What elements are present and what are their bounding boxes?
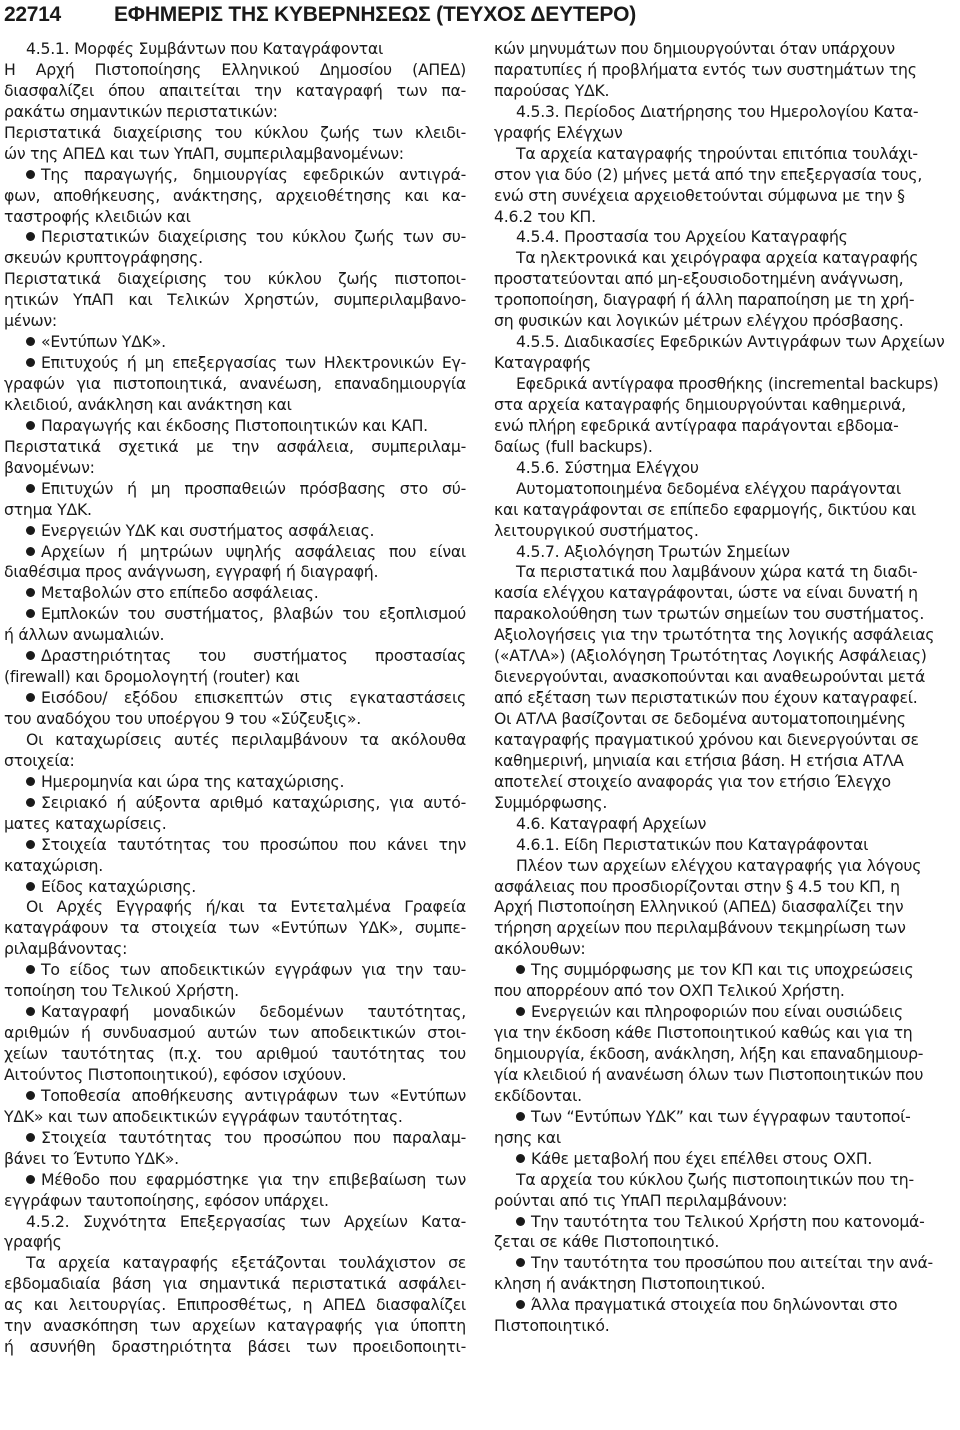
- line-text: που απορρέουν από τον ΟΧΠ Τελικού Χρήστη.: [494, 981, 845, 1001]
- bullet-icon: [26, 421, 35, 430]
- text-line: [494, 1295, 956, 1316]
- text-line: [4, 521, 466, 542]
- page-header: [4, 0, 956, 30]
- text-line: [4, 1002, 466, 1023]
- line-text: καταχώριση.: [4, 855, 103, 875]
- text-line: [4, 1086, 466, 1107]
- line-text: Εμπλοκών του συστήματος, βλαβών του εξοπλισμού: [41, 604, 466, 624]
- line-text: ζεται σε κάθε Πιστοποιητικό.: [494, 1232, 720, 1252]
- text-line: [4, 311, 466, 332]
- line-text: στημα ΥΔΚ.: [4, 499, 92, 519]
- left-column: [4, 39, 466, 1358]
- line-text: φων, αποθήκευσης, ανάκτησης, αρχειοθέτησης και κα-: [4, 185, 466, 205]
- text-line: [4, 1149, 466, 1170]
- text-line: [494, 1149, 956, 1170]
- text-line: [4, 416, 466, 437]
- line-text: 4.5.6. Σύστημα Ελέγχου: [516, 457, 699, 477]
- line-text: ΥΔΚ» και των αποδεικτικών εγγράφων ταυτότητας.: [4, 1106, 403, 1126]
- text-line: [4, 248, 466, 269]
- text-line: [4, 604, 466, 625]
- line-text: βανομένων:: [4, 457, 95, 477]
- line-text: και καταγράφονται σε επίπεδο εφαρμογής, δικτύου και: [494, 499, 916, 519]
- bullet-icon: [26, 588, 35, 597]
- line-text: από εξέταση των περιστατικών που έχουν καταγραφεί.: [494, 688, 918, 708]
- text-line: [494, 562, 956, 583]
- bullet-icon: [26, 337, 35, 346]
- line-text: εβδομαδιαία βάση για σημαντικά περιστατικά ασφάλει-: [4, 1274, 466, 1294]
- line-text: Συμμόρφωσης.: [494, 792, 608, 812]
- line-text: Περιστατικά διαχείρισης του κύκλου ζωής των κλειδι-: [4, 122, 466, 142]
- text-line: [494, 835, 956, 856]
- text-line: [4, 625, 466, 646]
- line-text: Εισόδου/ εξόδου επισκεπτών στις εγκαταστάσεις: [41, 688, 466, 708]
- line-text: παρακολούθηση των τρωτών σημείων του συστήματος.: [494, 604, 925, 624]
- text-line: [494, 39, 956, 60]
- line-text: διαθέσιμα προς ανάγνωση, εγγραφή ή διαγραφή.: [4, 562, 379, 582]
- text-line: [4, 81, 466, 102]
- text-line: [494, 751, 956, 772]
- text-line: [494, 1023, 956, 1044]
- text-line: [4, 562, 466, 583]
- text-line: [494, 1170, 956, 1191]
- text-line: [4, 500, 466, 521]
- line-text: ση φυσικών και λογικών μέτρων ελέγχου πρόσβασης.: [494, 311, 904, 331]
- line-text: Της συμμόρφωσης με τον ΚΠ και τις υποχρεώσεις: [531, 960, 914, 980]
- text-line: [494, 897, 956, 918]
- line-text: κλειδιού, ανάκληση και ανάκτηση και: [4, 394, 292, 414]
- text-line: [4, 835, 466, 856]
- text-line: [494, 1232, 956, 1253]
- line-text: Πλέον των αρχείων ελέγχου καταγραφής για λόγους: [516, 855, 922, 875]
- line-text: εκδίδονται.: [494, 1085, 582, 1105]
- text-line: [4, 688, 466, 709]
- text-line: [494, 1316, 956, 1337]
- text-line: [4, 144, 466, 165]
- text-line: [494, 960, 956, 981]
- text-line: [494, 625, 956, 646]
- line-text: Στοιχεία ταυτότητας του προσώπου που παραλαμ-: [41, 1127, 466, 1147]
- line-text: τροποποίηση, διαγραφή ή άλλη παραποίηση με τη χρή-: [494, 290, 915, 310]
- line-text: αποτελεί στοιχείο αναφοράς για τον ετήσιο Έλεγχο: [494, 771, 891, 791]
- line-text: Οι Αρχές Εγγραφής ή/και τα Εντεταλμένα Γραφεία: [26, 897, 466, 917]
- bullet-icon: [26, 526, 35, 535]
- line-text: Ενεργειών και πληροφοριών που είναι ουσιώδεις: [531, 1002, 903, 1022]
- line-text: την ανασκόπηση των αρχείων καταγραφής για ύποπτη: [4, 1316, 466, 1336]
- line-text: Ημερομηνία και ώρα της καταχώρισης.: [41, 771, 345, 791]
- text-line: [494, 123, 956, 144]
- text-line: [4, 290, 466, 311]
- line-text: Τοποθεσία αποθήκευσης αντιγράφων των «Εντύπων: [41, 1085, 466, 1105]
- line-text: λειτουργικού συστήματος.: [494, 520, 699, 540]
- text-line: [494, 918, 956, 939]
- line-text: γία κλειδιού ή ανανέωση όλων των Πιστοποιητικών που: [494, 1064, 924, 1084]
- bullet-icon: [516, 1112, 525, 1121]
- line-text: δαίως (full backups).: [494, 436, 653, 456]
- text-line: [494, 60, 956, 81]
- line-text: 4.6. Καταγραφή Αρχείων: [516, 813, 707, 833]
- line-text: τήρηση αρχείων που περιλαμβάνουν τεκμηρίωση των: [494, 918, 906, 938]
- text-line: [4, 960, 466, 981]
- line-text: προστατεύονται από μη-εξουσιοδοτημένη ανάγνωση,: [494, 269, 904, 289]
- text-line: [494, 793, 956, 814]
- text-line: [494, 437, 956, 458]
- text-line: [494, 458, 956, 479]
- line-text: Αιτούντος Πιστοποιητικού), εφόσον ισχύουν.: [4, 1064, 347, 1084]
- text-line: [4, 374, 466, 395]
- line-text: παρατυπίες ή προβλήματα εντός των συστημάτων της: [494, 59, 917, 79]
- text-line: [4, 479, 466, 500]
- line-text: Άλλα πραγματικά στοιχεία που δηλώνονται στο: [531, 1295, 898, 1315]
- text-line: [494, 81, 956, 102]
- text-line: [4, 1170, 466, 1191]
- line-text: ασφάλειας που προσδιορίζονται στην § 4.5 του ΚΠ, η: [494, 876, 900, 896]
- line-text: ών της ΑΠΕΔ και των ΥπΑΠ, συμπεριλαμβανομένων:: [4, 143, 404, 163]
- line-text: Επιτυχών ή μη προσπαθειών πρόσβασης στο σύ-: [41, 478, 466, 498]
- line-text: Στοιχεία ταυτότητας του προσώπου που κάνει την: [41, 834, 466, 854]
- text-line: [4, 395, 466, 416]
- line-text: εγγράφων ταυτοποίησης, εφόσον υπάρχει.: [4, 1190, 329, 1210]
- text-line: [494, 730, 956, 751]
- line-text: ματες καταχωρίσεις.: [4, 813, 167, 833]
- right-column: [494, 39, 956, 1337]
- text-line: [494, 144, 956, 165]
- text-line: [494, 395, 956, 416]
- line-text: Παραγωγής και έκδοσης Πιστοποιητικών και ΚΑΠ.: [41, 415, 428, 435]
- text-line: [494, 981, 956, 1002]
- line-text: σκευών κρυπτογράφησης.: [4, 248, 203, 268]
- line-text: στον για δύο (2) μήνες μετά από την επεξεργασία τους,: [494, 164, 923, 184]
- text-line: [494, 207, 956, 228]
- line-text: παρούσας ΥΔΚ.: [494, 80, 610, 100]
- text-line: [4, 458, 466, 479]
- text-line: [494, 772, 956, 793]
- text-line: [494, 1191, 956, 1212]
- bullet-icon: [26, 798, 35, 807]
- text-line: [4, 1065, 466, 1086]
- text-line: [4, 437, 466, 458]
- line-text: κασία ελέγχου καταγράφονται, ώστε να είναι δυνατή η: [494, 583, 918, 603]
- text-line: [494, 290, 956, 311]
- bullet-icon: [516, 965, 525, 974]
- text-line: [4, 207, 466, 228]
- text-line: [494, 709, 956, 730]
- line-text: Την ταυτότητα του Τελικού Χρήστη που κατονομά-: [531, 1211, 925, 1231]
- text-line: [4, 542, 466, 563]
- line-text: 4.5.3. Περίοδος Διατήρησης του Ημερολογίου Κατα-: [516, 101, 919, 121]
- line-text: ριλαμβάνοντας:: [4, 939, 128, 959]
- line-text: ακόλουθων:: [494, 939, 586, 959]
- bullet-icon: [26, 840, 35, 849]
- bullet-icon: [516, 1217, 525, 1226]
- text-line: [494, 646, 956, 667]
- line-text: βάνει το Έντυπο ΥΔΚ».: [4, 1148, 179, 1168]
- line-text: ταστροφής κλειδιών και: [4, 206, 191, 226]
- line-text: 4.6.2 του ΚΠ.: [494, 206, 596, 226]
- text-line: [4, 877, 466, 898]
- text-line: [4, 939, 466, 960]
- text-line: [494, 165, 956, 186]
- line-text: Δραστηριότητας του συστήματος προστασίας: [41, 646, 466, 666]
- text-line: [494, 227, 956, 248]
- text-line: [494, 374, 956, 395]
- line-text: κληση ή ανάκτηση Πιστοποιητικού.: [494, 1274, 766, 1294]
- line-text: Το είδος των αποδεικτικών εγγράφων για την ταυ-: [41, 960, 466, 980]
- text-line: [4, 918, 466, 939]
- text-line: [4, 332, 466, 353]
- bullet-icon: [26, 1007, 35, 1016]
- line-text: στα αρχεία καταγραφής δημιουργούνται καθημερινά,: [494, 394, 906, 414]
- line-text: ησης και: [494, 1127, 561, 1147]
- line-text: χείων ταυτότητας (π.χ. του αριθμού ταυτότητας του: [4, 1044, 466, 1063]
- line-text: («ΑΤΛΑ») (Αξιολόγηση Τρωτότητας Λογικής Ασφάλειας): [494, 646, 927, 666]
- text-line: [494, 479, 956, 500]
- text-line: [4, 227, 466, 248]
- line-text: γραφών για πιστοποιητικά, ανανέωση, επαναδημιουργία: [4, 374, 466, 393]
- text-line: [4, 1044, 466, 1065]
- text-line: [494, 542, 956, 563]
- text-line: [4, 1253, 466, 1274]
- gazette-title: ΕΦΗΜΕΡΙΣ ΤΗΣ ΚΥΒΕΡΝΗΣΕΩΣ (ΤΕΥΧΟΣ ΔΕΥΤΕΡΟ): [114, 3, 637, 26]
- bullet-icon: [26, 651, 35, 660]
- line-text: Αρχείων ή μητρώων υψηλής ασφάλειας που είναι: [41, 541, 466, 561]
- text-line: [494, 877, 956, 898]
- line-text: 4.5.2. Συχνότητα Επεξεργασίας των Αρχείων Κατα-: [26, 1211, 466, 1231]
- text-line: [4, 814, 466, 835]
- line-text: Τα ηλεκτρονικά και χειρόγραφα αρχεία καταγραφής: [516, 248, 919, 268]
- text-line: [4, 793, 466, 814]
- bullet-icon: [26, 547, 35, 556]
- text-line: [4, 1316, 466, 1337]
- line-text: Των “Εντύπων ΥΔΚ” και των έγγραφων ταυτοποί-: [531, 1106, 911, 1126]
- bullet-icon: [516, 1300, 525, 1309]
- text-line: [494, 1065, 956, 1086]
- line-text: γραφής: [4, 1232, 62, 1252]
- line-text: «Εντύπων ΥΔΚ».: [41, 332, 166, 352]
- line-text: Τα αρχεία του κύκλου ζωής πιστοποιητικών που τη-: [516, 1169, 914, 1189]
- line-text: Καταγραφή μοναδικών δεδομένων ταυτότητας,: [41, 1002, 466, 1022]
- line-text: Μεταβολών στο επίπεδο ασφάλειας.: [41, 583, 319, 603]
- line-text: αριθμών ή συνδυασμού αυτών των αποδεικτικών στοι-: [4, 1023, 466, 1043]
- text-line: [4, 1295, 466, 1316]
- line-text: Αξιολογήσεις για την τρωτότητα της λογικής ασφάλειας: [494, 625, 935, 645]
- text-line: [4, 123, 466, 144]
- line-text: Μέθοδο που εφαρμόστηκε για την επιβεβαίωση των: [41, 1169, 466, 1189]
- line-text: Περιστατικά διαχείρισης του κύκλου ζωής πιστοποι-: [4, 269, 466, 289]
- line-text: Αρχή Πιστοποίηση Ελληνικού (ΑΠΕΔ) διασφαλίζει την: [494, 897, 904, 917]
- text-line: [494, 1086, 956, 1107]
- text-line: [4, 1107, 466, 1128]
- bullet-icon: [26, 965, 35, 974]
- text-line: [494, 939, 956, 960]
- text-line: [494, 500, 956, 521]
- line-text: κών μηνυμάτων που δημιουργούνται όταν υπάρχουν: [494, 39, 895, 58]
- line-text: Οι καταχωρίσεις αυτές περιλαμβάνουν τα ακόλουθα: [26, 729, 466, 749]
- bullet-icon: [26, 693, 35, 702]
- line-text: Είδος καταχώρισης.: [41, 876, 197, 896]
- line-text: δημιουργία, έκδοση, ανάκληση, λήξη και επαναδημιουρ-: [494, 1044, 924, 1063]
- text-line: [4, 60, 466, 81]
- line-text: καταγραφής πραγματικού χρόνου και διενεργούνται σε: [494, 729, 919, 749]
- line-text: του αναδόχου του υποέργου 9 του «Σύζευξις».: [4, 709, 361, 728]
- line-text: για την έκδοση κάθε Πιστοποιητικού καθώς και για τη: [494, 1023, 913, 1043]
- text-line: [494, 688, 956, 709]
- text-line: [4, 1232, 466, 1253]
- line-text: 4.5.4. Προστασία του Αρχείου Καταγραφής: [516, 227, 848, 247]
- line-text: Καταγραφής: [494, 353, 591, 373]
- line-text: 4.5.5. Διαδικασίες Εφεδρικών Αντιγράφων των Αρχείων: [516, 332, 945, 352]
- line-text: καταγράφουν τα στοιχεία των «Εντύπων ΥΔΚ», συμπε-: [4, 918, 466, 938]
- text-line: [4, 1337, 466, 1358]
- text-line: [494, 1212, 956, 1233]
- text-line: [494, 667, 956, 688]
- bullet-icon: [26, 1133, 35, 1142]
- line-text: καθημερινή, μηνιαία και ετήσια βάση. Η ετήσια ΑΤΛΑ: [494, 750, 904, 770]
- text-line: [494, 248, 956, 269]
- text-line: [494, 332, 956, 353]
- text-line: [494, 583, 956, 604]
- text-line: [494, 1128, 956, 1149]
- text-line: [494, 1044, 956, 1065]
- line-text: διασφαλίζει όπου απαιτείται την καταγραφή των πα-: [4, 80, 466, 100]
- line-text: ρακάτω σημαντικών περιστατικών:: [4, 101, 278, 121]
- bullet-icon: [26, 232, 35, 241]
- text-line: [4, 269, 466, 290]
- line-text: ρούνται από τις ΥπΑΠ περιλαμβάνουν:: [494, 1190, 788, 1210]
- line-text: ή άλλων ανωμαλιών.: [4, 625, 165, 645]
- bullet-icon: [516, 1007, 525, 1016]
- text-line: [494, 269, 956, 290]
- text-line: [4, 353, 466, 374]
- text-line: [494, 1002, 956, 1023]
- text-line: [4, 667, 466, 688]
- line-text: (firewall) και δρομολογητή (router) και: [4, 667, 300, 687]
- bullet-icon: [516, 1154, 525, 1163]
- text-line: [4, 730, 466, 751]
- line-text: 4.5.7. Αξιολόγηση Τρωτών Σημείων: [516, 541, 790, 561]
- bullet-icon: [26, 777, 35, 786]
- text-line: [4, 772, 466, 793]
- text-line: [4, 751, 466, 772]
- line-text: Περιστατικά σχετικά με την ασφάλεια, συμπεριλαμ-: [4, 436, 466, 456]
- line-text: Η Αρχή Πιστοποίησης Ελληνικού Δημοσίου (ΑΠΕΔ): [4, 59, 466, 79]
- line-text: ή ασυνήθη δραστηριότητα βάσει των προειδοποιητι-: [4, 1337, 466, 1357]
- bullet-icon: [26, 609, 35, 618]
- line-text: 4.6.1. Είδη Περιστατικών που Καταγράφονται: [516, 834, 869, 854]
- bullet-icon: [516, 1258, 525, 1267]
- text-line: [4, 1274, 466, 1295]
- line-text: ενώ στη συνέχεια αρχειοθετούνται σύμφωνα με την §: [494, 185, 905, 205]
- text-line: [494, 1274, 956, 1295]
- bullet-icon: [26, 882, 35, 891]
- text-line: [4, 897, 466, 918]
- text-line: [494, 102, 956, 123]
- line-text: Τα αρχεία καταγραφής εξετάζονται τουλάχιστον σε: [26, 1253, 466, 1273]
- line-text: Αυτοματοποιημένα δεδομένα ελέγχου παράγονται: [516, 478, 901, 498]
- text-line: [4, 39, 466, 60]
- line-text: Την ταυτότητα του προσώπου που αιτείται την ανά-: [531, 1253, 933, 1273]
- text-line: [494, 186, 956, 207]
- line-text: στοιχεία:: [4, 750, 75, 770]
- text-line: [494, 311, 956, 332]
- text-line: [494, 814, 956, 835]
- bullet-icon: [26, 1091, 35, 1100]
- line-text: Τα περιστατικά που λαμβάνουν χώρα κατά τη διαδι-: [516, 562, 918, 582]
- line-text: διενεργούνται, ανασκοπούνται και αναθεωρούνται μετά: [494, 667, 926, 687]
- text-line: [4, 1212, 466, 1233]
- line-text: μένων:: [4, 311, 57, 331]
- text-line: [4, 646, 466, 667]
- text-line: [494, 856, 956, 877]
- text-line: [4, 102, 466, 123]
- line-text: Της παραγωγής, δημιουργίας εφεδρικών αντιγρά-: [41, 164, 466, 184]
- text-line: [4, 165, 466, 186]
- text-line: [494, 604, 956, 625]
- line-text: Τα αρχεία καταγραφής τηρούνται επιτόπια τουλάχι-: [516, 143, 918, 163]
- line-text: Ενεργειών ΥΔΚ και συστήματος ασφάλειας.: [41, 520, 375, 540]
- text-line: [4, 583, 466, 604]
- line-text: ας και λειτουργίας. Επιπροσθέτως, η ΑΠΕΔ διασφαλίζει: [4, 1295, 466, 1315]
- line-text: Εφεδρικά αντίγραφα προσθήκης (incremental backups): [516, 374, 939, 393]
- text-line: [494, 1107, 956, 1128]
- line-text: 4.5.1. Μορφές Συμβάντων που Καταγράφονται: [26, 39, 384, 58]
- line-text: Περιστατικών διαχείρισης του κύκλου ζωής των συ-: [41, 227, 466, 247]
- line-text: γραφής Ελέγχων: [494, 122, 623, 142]
- text-line: [4, 1128, 466, 1149]
- line-text: Κάθε μεταβολή που έχει επέλθει στους ΟΧΠ.: [531, 1148, 873, 1168]
- bullet-icon: [26, 484, 35, 493]
- line-text: τοποίηση του Τελικού Χρήστη.: [4, 981, 239, 1001]
- text-line: [494, 416, 956, 437]
- page-number: 22714: [4, 3, 61, 26]
- bullet-icon: [26, 1175, 35, 1184]
- line-text: Σειριακό ή αύξοντα αριθμό καταχώρισης, για αυτό-: [41, 792, 466, 812]
- bullet-icon: [26, 358, 35, 367]
- text-line: [494, 353, 956, 374]
- text-line: [4, 186, 466, 207]
- text-line: [4, 1023, 466, 1044]
- line-text: Οι ΑΤΛΑ βασίζονται σε δεδομένα αυτοματοποιημένης: [494, 709, 906, 728]
- text-line: [494, 521, 956, 542]
- bullet-icon: [26, 170, 35, 179]
- text-line: [4, 981, 466, 1002]
- text-line: [4, 856, 466, 877]
- line-text: Επιτυχούς ή μη επεξεργασίας των Ηλεκτρονικών Εγ-: [41, 353, 466, 373]
- line-text: ητικών ΥπΑΠ και Τελικών Χρηστών, συμπεριλαμβανο-: [4, 290, 466, 310]
- line-text: ενώ πλήρη εφεδρικά αντίγραφα παράγονται εβδομα-: [494, 415, 899, 435]
- line-text: Πιστοποιητικό.: [494, 1316, 610, 1336]
- text-line: [494, 1253, 956, 1274]
- text-line: [4, 1191, 466, 1212]
- text-line: [4, 709, 466, 730]
